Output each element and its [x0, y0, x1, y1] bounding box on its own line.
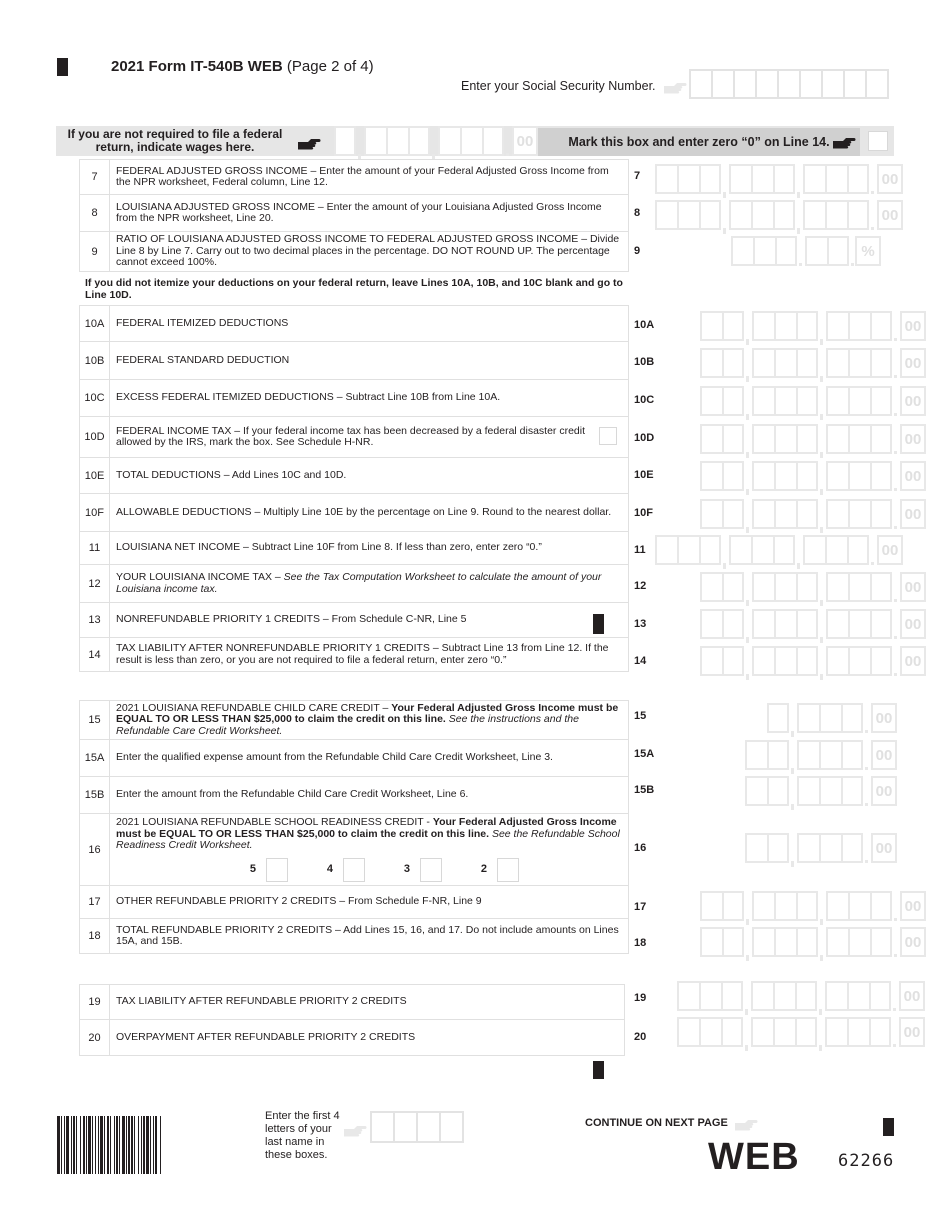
cents-placeholder: 00: [871, 703, 897, 733]
pointing-hand-icon: [832, 136, 856, 148]
cents-placeholder: 00: [871, 776, 897, 806]
line-label: 17: [634, 901, 647, 913]
star-rating-5-input[interactable]: [266, 858, 288, 882]
line-11-amount-input[interactable]: [655, 535, 903, 565]
line-16-row: 16 2021 LOUISIANA REFUNDABLE SCHOOL READINESS CREDIT - Your Federal Adjusted Gross Income must be EQUAL TO OR LESS THAN $25,000 to claim the credit on this line. See the Refundable School Readiness Credit Worksheet. 5 4 3 2: [79, 814, 629, 886]
line-14-amount-input[interactable]: [700, 646, 926, 676]
last-name-input[interactable]: [370, 1111, 464, 1143]
line-label: 11: [634, 544, 646, 556]
line-16-amount-input[interactable]: [745, 833, 897, 863]
line-15-amount-input[interactable]: [767, 703, 897, 733]
no-federal-return-checkbox[interactable]: [868, 131, 888, 151]
line-10d-amount-input[interactable]: [700, 424, 926, 454]
cents-placeholder: 00: [900, 348, 926, 378]
cents-placeholder: 00: [871, 833, 897, 863]
federal-wages-input[interactable]: [334, 126, 538, 156]
cents-placeholder: 00: [900, 311, 926, 341]
cents-placeholder: 00: [877, 164, 903, 194]
line-label: 14: [634, 655, 647, 667]
cents-placeholder: 00: [900, 572, 926, 602]
line-label: 15A: [634, 748, 655, 760]
form-title: 2021 Form IT-540B WEB (Page 2 of 4): [111, 58, 374, 75]
line-8-row: 8 LOUISIANA ADJUSTED GROSS INCOME – Enter the amount of your Louisiana Adjusted Gross Income from the NPR worksheet, Line 20.: [79, 195, 629, 232]
line-10e-amount-input[interactable]: [700, 461, 926, 491]
line-10c-row: 10C EXCESS FEDERAL ITEMIZED DEDUCTIONS – Subtract Line 10B from Line 10A.: [79, 380, 629, 417]
line-15a-row: 15A Enter the qualified expense amount from the Refundable Child Care Credit Worksheet, Line 3.: [79, 740, 629, 777]
cents-placeholder: 00: [877, 200, 903, 230]
line-10a-amount-input[interactable]: [700, 311, 926, 341]
line-label: 10B: [634, 356, 655, 368]
pointing-hand-icon: [663, 81, 687, 93]
line-10e-row: 10E TOTAL DEDUCTIONS – Add Lines 10C and 10D.: [79, 458, 629, 494]
line-19-row: 19 TAX LIABILITY AFTER REFUNDABLE PRIORITY 2 CREDITS: [79, 984, 625, 1020]
line-label: 12: [634, 580, 647, 592]
line-label: 9: [634, 245, 641, 257]
continue-label: CONTINUE ON NEXT PAGE: [585, 1117, 728, 1129]
line-18-amount-input[interactable]: [700, 927, 926, 957]
line-label: 18: [634, 937, 647, 949]
web-label: WEB: [708, 1136, 800, 1178]
line-19-amount-input[interactable]: [677, 981, 925, 1011]
ssn-label: Enter your Social Security Number.: [461, 79, 656, 93]
line-12-row: 12 YOUR LOUISIANA INCOME TAX – See the Tax Computation Worksheet to calculate the amount of your Louisiana income tax.: [79, 565, 629, 603]
pointing-hand-icon: [297, 137, 321, 149]
star-rating-label: 4: [326, 862, 333, 875]
cents-placeholder: 00: [900, 386, 926, 416]
line-15a-amount-input[interactable]: [745, 740, 897, 770]
cents-placeholder: 00: [899, 981, 925, 1011]
line-17-row: 17 OTHER REFUNDABLE PRIORITY 2 CREDITS – From Schedule F-NR, Line 9: [79, 886, 629, 919]
federal-disaster-credit-checkbox[interactable]: [599, 427, 617, 445]
cents-placeholder: 00: [512, 126, 538, 156]
line-17-amount-input[interactable]: [700, 891, 926, 921]
cents-placeholder: 00: [900, 424, 926, 454]
cents-placeholder: 00: [900, 609, 926, 639]
cents-placeholder: 00: [900, 461, 926, 491]
cents-placeholder: 00: [899, 1017, 925, 1047]
line-15b-amount-input[interactable]: [745, 776, 897, 806]
line-7-amount-input[interactable]: [655, 164, 903, 194]
federal-wages-label: If you are not required to file a federal return, indicate wages here.: [67, 127, 283, 154]
line-20-row: 20 OVERPAYMENT AFTER REFUNDABLE PRIORITY 2 CREDITS: [79, 1020, 625, 1056]
line-label: 15B: [634, 784, 655, 796]
cents-placeholder: 00: [877, 535, 903, 565]
line-20-amount-input[interactable]: [677, 1017, 925, 1047]
line-label: 10F: [634, 507, 653, 519]
star-rating-inputs: [116, 858, 622, 882]
line-10f-row: 10F ALLOWABLE DEDUCTIONS – Multiply Line 10E by the percentage on Line 9. Round to the nearest dollar.: [79, 494, 629, 532]
star-rating-4-input[interactable]: [343, 858, 365, 882]
star-rating-label: 3: [403, 862, 410, 875]
line-14-row: 14 TAX LIABILITY AFTER NONREFUNDABLE PRIORITY 1 CREDITS – Subtract Line 13 from Line 12. If the result is less than zero, or you are not required to file a federal return, enter zero “0.”: [79, 638, 629, 672]
star-rating-label: 2: [480, 862, 487, 875]
line-label: 8: [634, 207, 641, 219]
star-rating-label: 5: [249, 862, 256, 875]
registration-mark: [593, 1061, 604, 1079]
page-info: (Page 2 of 4): [286, 58, 374, 75]
pointing-hand-icon: [343, 1124, 367, 1136]
line-label: 15: [634, 710, 647, 722]
mark-box-label: Mark this box and enter zero “0” on Line 14.: [538, 128, 860, 156]
line-8-amount-input[interactable]: [655, 200, 903, 230]
pointing-hand-icon: [734, 1118, 758, 1130]
line-10b-amount-input[interactable]: [700, 348, 926, 378]
cents-placeholder: 00: [900, 646, 926, 676]
line-label: 10C: [634, 394, 655, 406]
line-label: 16: [634, 842, 647, 854]
line-10d-row: 10D FEDERAL INCOME TAX – If your federal income tax has been decreased by a federal disaster credit allowed by the IRS, mark the box. See Schedule H-NR.: [79, 417, 629, 458]
line-15b-row: 15B Enter the amount from the Refundable Child Care Credit Worksheet, Line 6.: [79, 777, 629, 814]
cents-placeholder: 00: [900, 499, 926, 529]
line-9-percentage-input[interactable]: [731, 236, 881, 266]
itemize-note: If you did not itemize your deductions on your federal return, leave Lines 10A, 10B, and 10C blank and go to Line 10D.: [85, 277, 623, 301]
line-label: 10A: [634, 319, 655, 331]
line-11-row: 11 LOUISIANA NET INCOME – Subtract Line 10F from Line 8. If less than zero, enter zero “0.”: [79, 532, 629, 565]
line-label: 20: [634, 1031, 647, 1043]
percent-placeholder: %: [855, 236, 881, 266]
star-rating-3-input[interactable]: [420, 858, 442, 882]
last-name-label: Enter the first 4 letters of your last name in these boxes.: [265, 1110, 340, 1161]
star-rating-2-input[interactable]: [497, 858, 519, 882]
line-label: 7: [634, 170, 641, 182]
line-label: 13: [634, 618, 647, 630]
line-13-row: 13 NONREFUNDABLE PRIORITY 1 CREDITS – From Schedule C-NR, Line 5: [79, 603, 629, 638]
line-label: 10D: [634, 432, 655, 444]
line-15-row: 15 2021 LOUISIANA REFUNDABLE CHILD CARE CREDIT – Your Federal Adjusted Gross Income must be EQUAL TO OR LESS THAN $25,000 to claim the credit on this line. See the instructions and the Refundable Care Credit Worksheet.: [79, 700, 629, 740]
cents-placeholder: 00: [900, 891, 926, 921]
registration-mark: [883, 1118, 894, 1136]
line-12-amount-input[interactable]: [700, 572, 926, 602]
cents-placeholder: 00: [900, 927, 926, 957]
line-label: 10E: [634, 469, 654, 481]
registration-mark: [57, 58, 68, 76]
line-10f-amount-input[interactable]: [700, 499, 926, 529]
ssn-input[interactable]: [689, 69, 889, 99]
line-13-amount-input[interactable]: [700, 609, 926, 639]
line-9-row: 9 RATIO OF LOUISIANA ADJUSTED GROSS INCOME TO FEDERAL ADJUSTED GROSS INCOME – Divide Line 8 by Line 7. Carry out to two decimal places in the percentage. DO NOT ROUND UP. The percentage cannot exceed 100%.: [79, 232, 629, 272]
line-7-row: 7 FEDERAL ADJUSTED GROSS INCOME – Enter the amount of your Federal Adjusted Gross Income from the NPR worksheet, Federal column, Line 12.: [79, 159, 629, 195]
line-18-row: 18 TOTAL REFUNDABLE PRIORITY 2 CREDITS – Add Lines 15, 16, and 17. Do not include amounts on Lines 15A, and 15B.: [79, 919, 629, 954]
line-label: 19: [634, 992, 647, 1004]
barcode: [57, 1116, 229, 1174]
line-10b-row: 10B FEDERAL STANDARD DEDUCTION: [79, 342, 629, 380]
line-10c-amount-input[interactable]: [700, 386, 926, 416]
line-10a-row: 10A FEDERAL ITEMIZED DEDUCTIONS: [79, 305, 629, 342]
form-code: 62266: [838, 1151, 895, 1171]
cents-placeholder: 00: [871, 740, 897, 770]
